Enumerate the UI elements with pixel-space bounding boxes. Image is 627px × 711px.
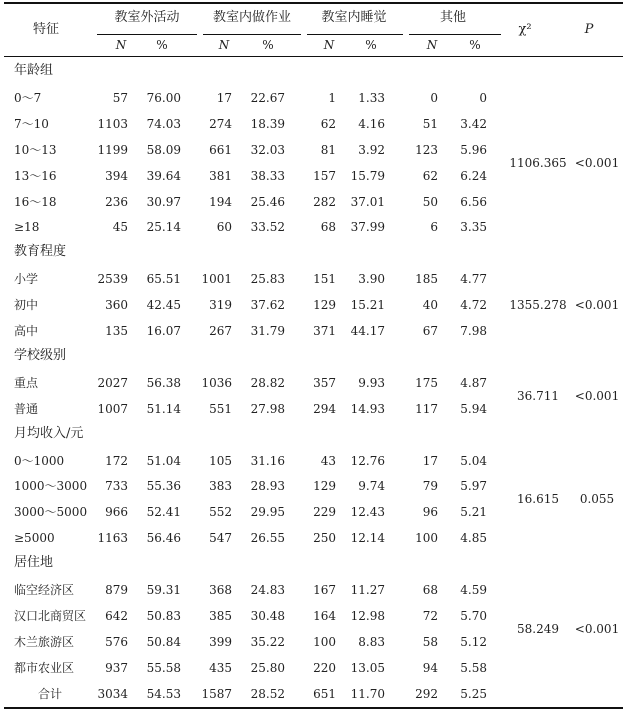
cell-pct: 9.74 [358, 479, 385, 494]
row-label: 10～13 [14, 142, 57, 157]
p-value: <0.001 [574, 298, 620, 313]
cell-pct: 35.22 [250, 634, 285, 649]
cell-pct: 31.16 [250, 453, 285, 468]
cell-n: 435 [209, 660, 232, 675]
cell-pct: 76.00 [146, 90, 181, 105]
cell-pct: 37.62 [250, 298, 285, 313]
cell-pct: 65.51 [146, 272, 181, 287]
cell-n: 661 [209, 142, 232, 157]
cell-n: 135 [105, 324, 128, 338]
cell-n: 6 [430, 220, 438, 235]
cell-n: 68 [422, 583, 438, 597]
cell-pct: 38.33 [250, 168, 285, 183]
cell-n: 1199 [97, 142, 128, 157]
cell-n: 79 [422, 479, 438, 494]
cell-n: 67 [422, 324, 438, 338]
cell-pct: 4.85 [460, 531, 487, 546]
cell-pct: 6.24 [460, 168, 487, 183]
cell-n: 105 [209, 453, 232, 468]
cell-pct: 4.72 [460, 298, 487, 313]
cell-n: 879 [105, 583, 128, 597]
row-label: 初中 [14, 298, 39, 313]
cell-pct: 32.03 [250, 142, 285, 157]
cell-n: 229 [313, 505, 336, 520]
cell-pct: 18.39 [250, 116, 285, 131]
cell-pct: 12.98 [350, 608, 385, 623]
subheader-n-3: N [323, 38, 335, 52]
cell-pct: 59.31 [146, 583, 181, 597]
cell-pct: 5.58 [460, 660, 487, 675]
section-title: 居住地 [14, 555, 54, 571]
cell-n: 17 [216, 90, 232, 105]
cell-pct: 5.94 [460, 401, 487, 416]
cell-n: 267 [209, 324, 232, 338]
total-row-label: 合计 [38, 686, 63, 701]
cell-pct: 37.99 [350, 220, 385, 235]
cell-n: 360 [105, 298, 128, 313]
subheader-n-2: N [218, 38, 230, 52]
row-label: 都市农业区 [14, 660, 75, 675]
cell-pct: 5.70 [460, 608, 487, 623]
cell-pct: 54.53 [146, 686, 181, 701]
cell-pct: 7.98 [460, 324, 487, 338]
cell-pct: 13.05 [350, 660, 385, 675]
chi-square-value: 1355.278 [509, 298, 567, 313]
cell-n: 1001 [201, 272, 232, 287]
cell-n: 319 [209, 298, 232, 313]
header-group-homework: 教室内做作业 [212, 10, 292, 25]
cell-pct: 5.21 [460, 505, 487, 520]
cell-n: 2027 [97, 375, 128, 390]
cell-n: 194 [209, 194, 232, 209]
cell-pct: 12.14 [350, 531, 385, 546]
cell-n: 123 [415, 142, 438, 157]
cell-n: 236 [105, 194, 128, 209]
cell-pct: 1.33 [358, 90, 385, 105]
cell-pct: 28.82 [250, 375, 285, 390]
cell-n: 383 [209, 479, 232, 494]
cell-pct: 12.76 [350, 453, 385, 468]
cell-n: 294 [313, 401, 336, 416]
section-title: 年龄组 [14, 63, 54, 78]
row-label: 0～1000 [14, 453, 65, 468]
row-label: 3000～5000 [14, 505, 88, 520]
cell-n: 357 [313, 375, 336, 390]
p-value: <0.001 [574, 155, 620, 170]
cell-n: 58 [422, 634, 438, 649]
cell-pct: 22.67 [250, 90, 285, 105]
cell-n: 57 [112, 90, 128, 105]
cell-n: 1587 [201, 686, 232, 701]
cell-n: 62 [320, 116, 336, 131]
row-label: 1000～3000 [14, 479, 88, 494]
group-underline-other [409, 34, 501, 35]
cell-pct: 56.46 [146, 531, 181, 546]
cell-pct: 42.45 [146, 298, 181, 313]
cell-n: 81 [320, 142, 336, 157]
cell-pct: 4.77 [460, 272, 487, 287]
cell-n: 651 [313, 686, 336, 701]
cell-pct: 8.83 [358, 634, 385, 649]
row-label: 16～18 [14, 194, 57, 209]
cell-n: 381 [209, 168, 232, 183]
cell-pct: 15.21 [350, 298, 385, 313]
cell-pct: 29.95 [250, 505, 285, 520]
cell-pct: 27.98 [250, 401, 285, 416]
cell-n: 94 [422, 660, 438, 675]
row-label: 重点 [14, 375, 39, 390]
cell-n: 40 [422, 298, 438, 313]
p-value: <0.001 [574, 621, 620, 636]
cell-n: 100 [313, 634, 336, 649]
cell-pct: 33.52 [250, 220, 285, 235]
cell-pct: 12.43 [350, 505, 385, 520]
cell-pct: 3.92 [358, 142, 385, 157]
cell-pct: 4.16 [358, 116, 385, 131]
p-value: 0.055 [579, 492, 615, 507]
cell-n: 68 [320, 220, 336, 235]
row-label: 临空经济区 [14, 583, 75, 597]
cell-pct: 5.04 [460, 453, 487, 468]
row-label: ≥18 [14, 220, 40, 235]
cell-pct: 28.52 [250, 686, 285, 701]
cell-pct: 25.46 [250, 194, 285, 209]
cell-pct: 9.93 [358, 375, 385, 390]
cell-pct: 26.55 [250, 531, 285, 546]
group-underline-outdoor [97, 34, 197, 35]
cell-n: 17 [422, 453, 438, 468]
cell-n: 552 [209, 505, 232, 520]
cell-pct: 74.03 [146, 116, 181, 131]
section-title: 学校级别 [14, 347, 67, 363]
cell-n: 62 [422, 168, 438, 183]
cell-pct: 11.27 [350, 583, 385, 597]
cell-pct: 5.97 [460, 479, 487, 494]
cell-n: 96 [422, 505, 438, 520]
header-chi-square: χ² [518, 22, 532, 37]
cell-pct: 5.96 [460, 142, 487, 157]
cell-n: 50 [422, 194, 438, 209]
header-group-sleep: 教室内睡觉 [321, 10, 387, 25]
row-label: 小学 [14, 272, 39, 287]
cell-pct: 14.93 [350, 401, 385, 416]
cell-pct: 50.83 [146, 608, 181, 623]
subheader-pct-3: % [365, 38, 377, 52]
subheader-n-4: N [426, 38, 438, 52]
cell-n: 185 [415, 272, 438, 287]
cell-n: 966 [105, 505, 128, 520]
cell-pct: 5.12 [460, 634, 487, 649]
cell-pct: 52.41 [146, 505, 181, 520]
cell-pct: 25.14 [146, 220, 181, 235]
cell-n: 172 [105, 453, 128, 468]
cell-n: 394 [105, 168, 128, 183]
cell-n: 164 [313, 608, 336, 623]
cell-n: 274 [209, 116, 232, 131]
cell-pct: 3.90 [358, 272, 385, 287]
cell-pct: 11.70 [350, 686, 385, 701]
cell-n: 2539 [97, 272, 128, 287]
cell-n: 100 [415, 531, 438, 546]
cell-pct: 37.01 [350, 194, 385, 209]
row-label: 7～10 [14, 116, 49, 131]
chi-square-value: 58.249 [517, 621, 559, 636]
cell-n: 157 [313, 168, 336, 183]
header-group-other: 其他 [439, 10, 467, 25]
cell-pct: 55.58 [146, 660, 181, 675]
cell-n: 547 [209, 531, 232, 546]
cell-n: 399 [209, 634, 232, 649]
cell-n: 151 [313, 272, 336, 287]
subheader-n-1: N [115, 38, 127, 52]
row-label: 木兰旅游区 [14, 634, 75, 649]
cell-pct: 25.80 [250, 660, 285, 675]
cell-pct: 50.84 [146, 634, 181, 649]
cell-pct: 31.79 [250, 324, 285, 338]
row-label: 普通 [14, 401, 39, 416]
section-title: 月均收入/元 [14, 425, 84, 441]
chi-square-value: 1106.365 [509, 155, 567, 170]
cell-n: 1163 [97, 531, 128, 546]
cell-n: 220 [313, 660, 336, 675]
cell-pct: 5.25 [460, 686, 487, 701]
row-label: 13～16 [14, 168, 57, 183]
table-top-rule [4, 2, 623, 4]
cell-n: 167 [313, 583, 336, 597]
cell-pct: 16.07 [146, 324, 181, 338]
section-title: 教育程度 [14, 244, 67, 260]
cell-n: 576 [105, 634, 128, 649]
cell-pct: 25.83 [250, 272, 285, 287]
subheader-pct-1: % [156, 38, 168, 52]
cell-n: 1007 [97, 401, 128, 416]
cell-pct: 4.87 [460, 375, 487, 390]
cell-n: 43 [320, 453, 336, 468]
header-p-value: P [584, 22, 594, 37]
table-bottom-rule [4, 707, 623, 709]
cell-n: 51 [422, 116, 438, 131]
cell-n: 72 [422, 608, 438, 623]
cell-pct: 51.14 [146, 401, 181, 416]
cell-n: 385 [209, 608, 232, 623]
cell-pct: 30.97 [146, 194, 181, 209]
cell-n: 175 [415, 375, 438, 390]
header-feature: 特征 [32, 22, 60, 37]
cell-n: 3034 [97, 686, 128, 701]
cell-pct: 15.79 [350, 168, 385, 183]
cell-pct: 24.83 [250, 583, 285, 597]
cell-n: 129 [313, 479, 336, 494]
table-header-rule [4, 56, 623, 57]
cell-pct: 56.38 [146, 375, 181, 390]
row-label: 0～7 [14, 90, 42, 105]
cell-pct: 44.17 [350, 324, 385, 338]
cell-n: 1103 [97, 116, 128, 131]
cell-n: 129 [313, 298, 336, 313]
cell-pct: 51.04 [146, 453, 181, 468]
cell-n: 0 [430, 90, 438, 105]
cell-pct: 39.64 [146, 168, 181, 183]
cell-pct: 55.36 [146, 479, 181, 494]
cell-pct: 3.35 [460, 220, 487, 235]
cell-n: 250 [313, 531, 336, 546]
cell-n: 282 [313, 194, 336, 209]
cell-pct: 58.09 [146, 142, 181, 157]
cell-n: 733 [105, 479, 128, 494]
cell-n: 1 [328, 90, 336, 105]
cell-n: 292 [415, 686, 438, 701]
row-label: ≥5000 [14, 531, 55, 546]
cell-n: 551 [209, 401, 232, 416]
group-underline-sleep [307, 34, 403, 35]
cell-n: 117 [415, 401, 438, 416]
cell-n: 937 [105, 660, 128, 675]
header-group-outdoor: 教室外活动 [114, 10, 180, 25]
row-label: 高中 [14, 324, 39, 338]
chi-square-value: 16.615 [517, 492, 559, 507]
cell-n: 60 [216, 220, 232, 235]
p-value: <0.001 [574, 388, 620, 403]
cell-pct: 3.42 [460, 116, 487, 131]
group-underline-homework [203, 34, 301, 35]
chi-square-value: 36.711 [517, 388, 559, 403]
cell-pct: 4.59 [460, 583, 487, 597]
cell-pct: 28.93 [250, 479, 285, 494]
cell-pct: 6.56 [460, 194, 487, 209]
cell-n: 45 [112, 220, 128, 235]
cell-n: 1036 [201, 375, 232, 390]
cell-n: 368 [209, 583, 232, 597]
cell-n: 642 [105, 608, 128, 623]
subheader-pct-2: % [262, 38, 274, 52]
subheader-pct-4: % [469, 38, 481, 52]
cell-pct: 0 [479, 90, 487, 105]
cell-pct: 30.48 [250, 608, 285, 623]
cell-n: 371 [313, 324, 336, 338]
row-label: 汉口北商贸区 [14, 608, 87, 623]
